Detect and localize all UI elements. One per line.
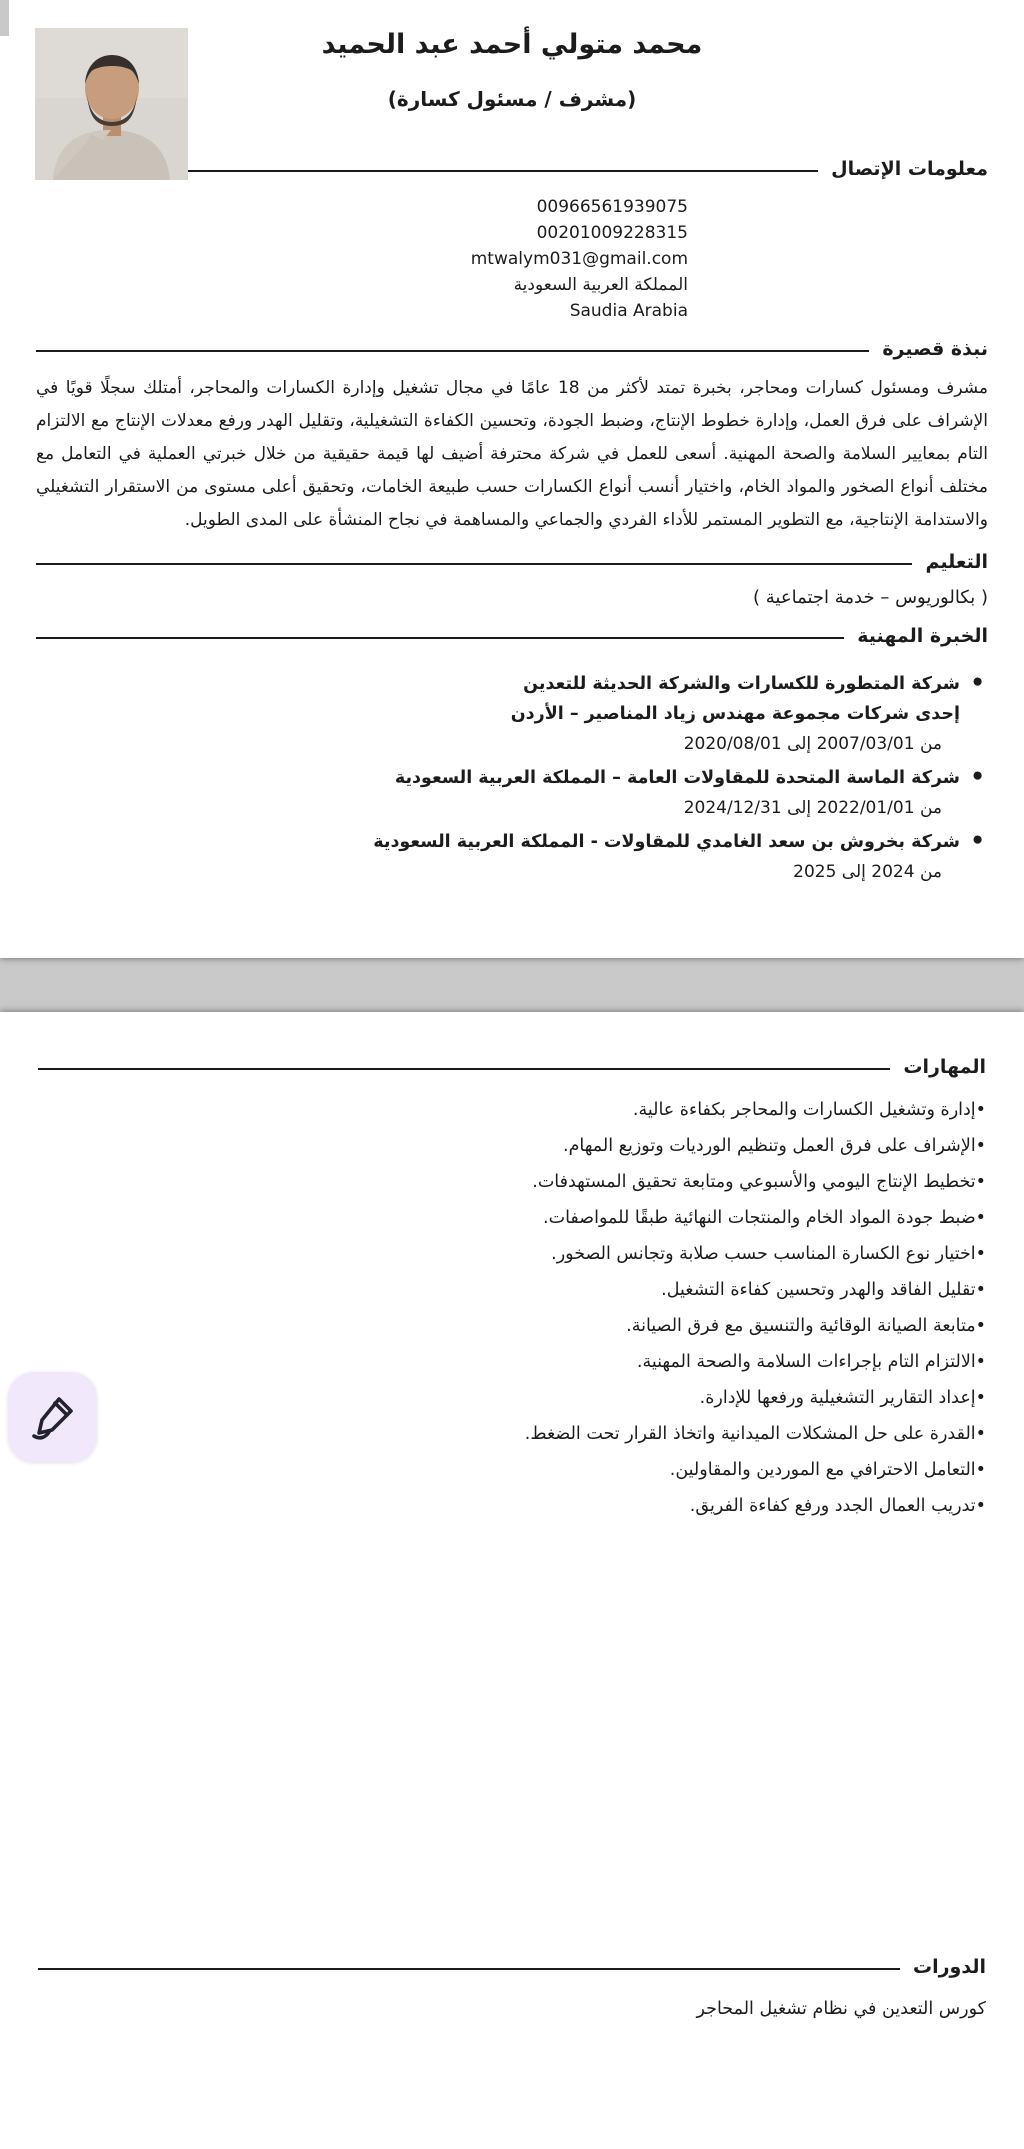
experience-section-rule: [36, 637, 844, 639]
skill-item: •إعداد التقارير التشغيلية ورفعها للإدارة.: [699, 1388, 986, 1408]
experience-company: • شركة الماسة المتحدة للمقاولات العامة – المملكة العربية السعودية: [36, 763, 988, 793]
courses-section-header: [38, 1954, 986, 1980]
contact-item: 00966561939075: [536, 197, 688, 217]
courses-section-rule: [38, 1968, 900, 1970]
course-item: كورس التعدين في نظام تشغيل المحاجر: [696, 1999, 986, 2019]
education-section-rule: [36, 563, 912, 565]
summary-section: [36, 336, 988, 537]
resume-page-1: [0, 0, 1024, 958]
courses-section-title: الدورات: [913, 1956, 986, 1978]
experience-item: [36, 669, 988, 759]
education-section-header: [36, 549, 988, 575]
skill-item: •الإشراف على فرق العمل وتنظيم الورديات وتوزيع المهام.: [563, 1136, 986, 1156]
courses-list: [38, 1994, 986, 2024]
experience-period: من 2024 إلى 2025: [793, 862, 942, 882]
page-corner-notch: [0, 0, 9, 36]
contact-section-title: معلومات الإتصال: [831, 158, 988, 180]
summary-section-header: [36, 336, 988, 362]
experience-section-header: [36, 623, 988, 649]
experience-section-title: الخبرة المهنية: [857, 625, 988, 647]
skill-item: •تخطيط الإنتاج اليومي والأسبوعي ومتابعة تحقيق المستهدفات.: [532, 1172, 986, 1192]
skill-item: •القدرة على حل المشكلات الميدانية واتخاذ القرار تحت الضغط.: [524, 1424, 986, 1444]
profile-photo-image: [35, 28, 188, 180]
skill-item: •الالتزام التام بإجراءات السلامة والصحة المهنية.: [636, 1352, 986, 1372]
experience-item: [36, 763, 988, 823]
skill-item: •إدارة وتشغيل الكسارات والمحاجر بكفاءة عالية.: [632, 1100, 986, 1120]
skills-section-title: المهارات: [903, 1056, 986, 1078]
summary-section-title: نبذة قصيرة: [882, 338, 988, 360]
skill-item: •التعامل الاحترافي مع الموردين والمقاولين.: [669, 1460, 986, 1480]
skills-section-rule: [38, 1068, 890, 1070]
skill-item: •متابعة الصيانة الوقائية والتنسيق مع فرق الصيانة.: [626, 1316, 986, 1336]
courses-section: [38, 1954, 986, 2024]
experience-period: من 2022/01/01 إلى 2024/12/31: [683, 798, 942, 818]
summary-text: مشرف ومسئول كسارات ومحاجر، بخبرة تمتد لأكثر من 18 عامًا في مجال تشغيل وإدارة الكسارات والمحاجر، أمتلك سجلًا قويًا في الإشراف على فرق العمل، وإدارة خطوط الإنتاج، وضبط الجودة، وتحسين الكفاءة التشغيلية، وتقليل الهدر ورفع معدلات الإنتاج مع الالتزام التام بمعايير السلامة والصحة المهنية. أسعى للعمل في شركة محترفة أضيف لها قيمة حقيقية من خلال خبرتي العملية في التعامل مع مختلف أنواع الصخور والمواد الخام، واختيار أنسب أنواع الكسارات حسب طبيعة الخامات، وتحقيق أعلى مستوى من الاستقرار التشغيلي والاستدامة الإنتاجية، مع التطوير المستمر للأداء الفردي والجماعي والمساهمة في نجاح المنشأة على المدى الطويل.: [36, 378, 988, 530]
pen-signature-icon: [26, 1390, 80, 1444]
experience-item: [36, 827, 988, 887]
experience-subtitle: إحدى شركات مجموعة مهندس زياد المناصير – الأردن: [510, 704, 960, 724]
skill-item: •ضبط جودة المواد الخام والمنتجات النهائية طبقًا للمواصفات.: [543, 1208, 986, 1228]
skills-list: [38, 1092, 986, 1524]
job-title: (مشرف / مسئول كسارة): [387, 87, 637, 111]
contact-section: [36, 156, 988, 324]
candidate-name: محمد متولي أحمد عبد الحميد: [321, 29, 703, 60]
summary-section-rule: [36, 350, 869, 352]
contact-item: Saudia Arabia: [569, 301, 688, 321]
experience-section: [36, 623, 988, 887]
experience-period: من 2007/03/01 إلى 2020/08/01: [683, 734, 942, 754]
experience-company: • شركة بخروش بن سعد الغامدي للمقاولات - المملكة العربية السعودية: [36, 827, 988, 857]
contact-item: mtwalym031@gmail.com: [470, 249, 688, 269]
education-degree: ( بكالوريوس – خدمة اجتماعية ): [753, 587, 988, 608]
experience-company: • شركة المتطورة للكسارات والشركة الحديثة للتعدين: [36, 669, 988, 699]
skill-item: •تدريب العمال الجدد ورفع كفاءة الفريق.: [689, 1496, 986, 1516]
education-section-title: التعليم: [925, 551, 988, 573]
skill-item: •تقليل الفاقد والهدر وتحسين كفاءة التشغيل.: [661, 1280, 986, 1300]
skills-section: [38, 1054, 986, 1524]
contact-item: 00201009228315: [536, 223, 688, 243]
experience-list: [36, 669, 988, 887]
resume-page-2: [0, 1012, 1024, 2149]
skills-section-header: [38, 1054, 986, 1080]
skill-item: •اختيار نوع الكسارة المناسب حسب صلابة وتجانس الصخور.: [551, 1244, 986, 1264]
edit-fab-button[interactable]: [8, 1372, 97, 1462]
contact-item: المملكة العربية السعودية: [513, 275, 688, 295]
contact-list: [36, 194, 988, 324]
profile-photo: [35, 28, 188, 180]
education-section: [36, 549, 988, 611]
